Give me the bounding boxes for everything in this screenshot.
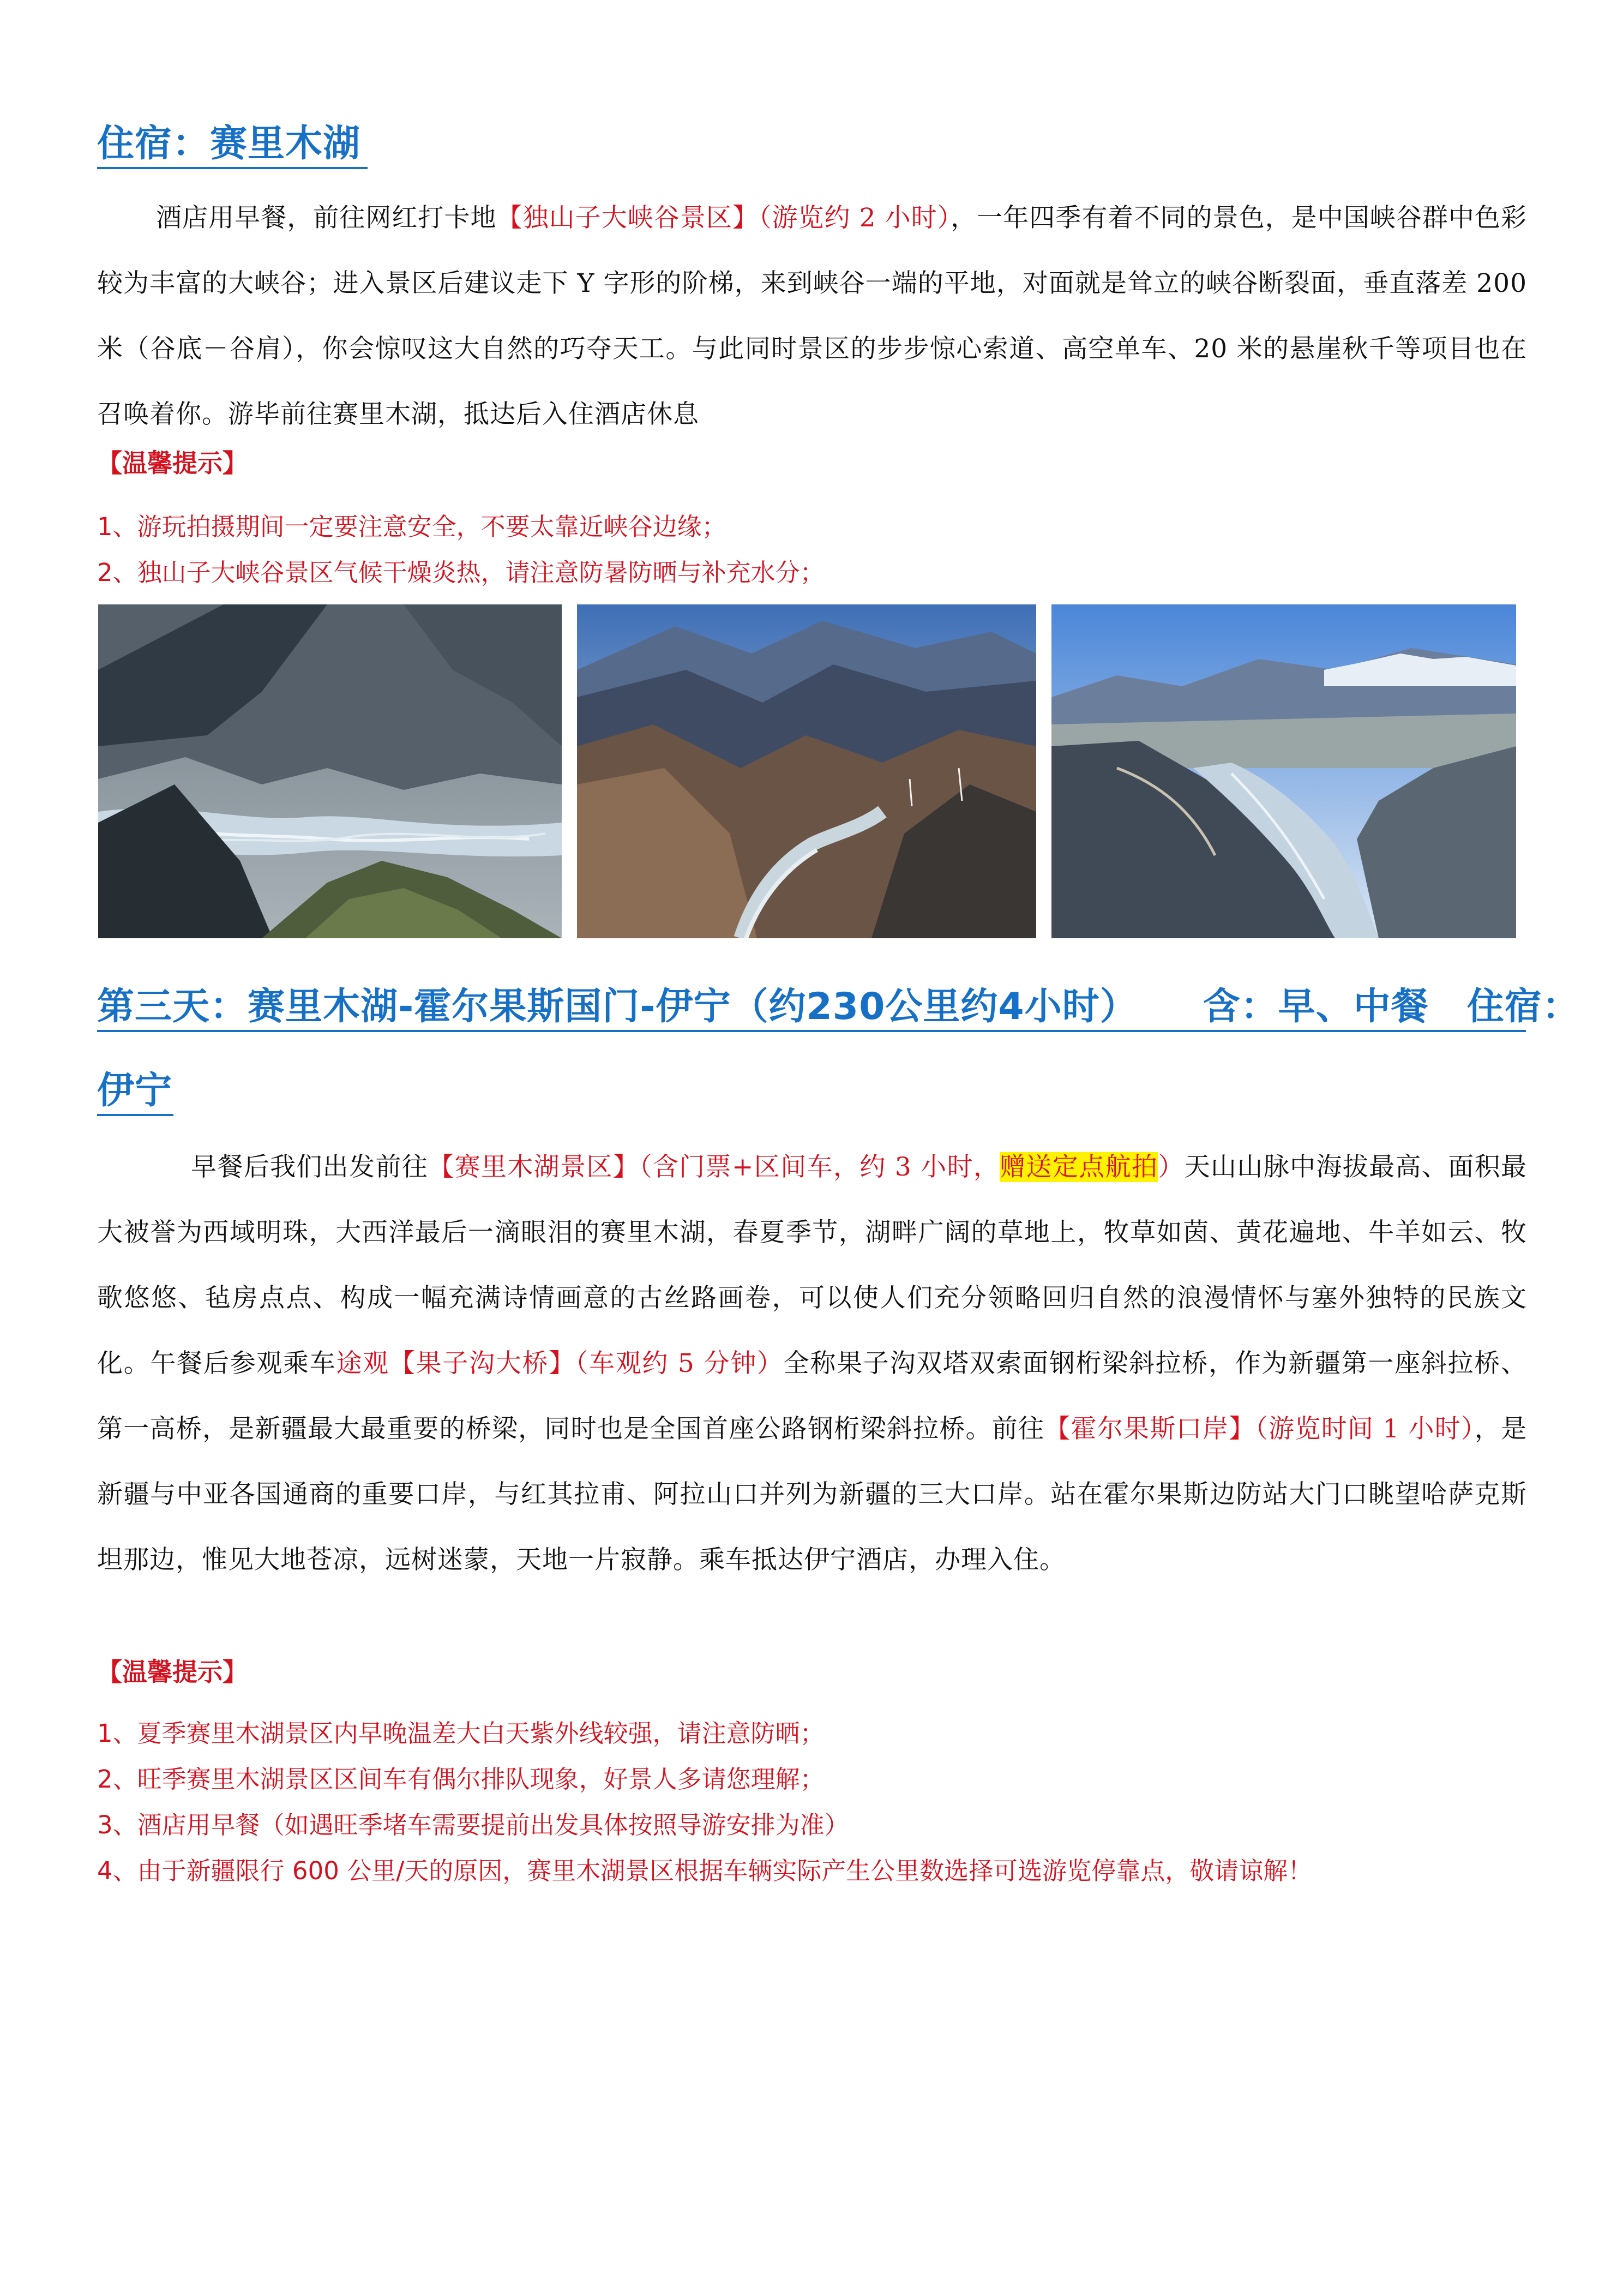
tips-list [97, 1711, 1312, 1894]
description-text: ，一年四季有着不同的景色，是中国峡谷群中色彩较为丰富的大峡谷；进入景区后建议走下 Y 字形的阶梯，来到峡谷一端的平地，对面就是耸立的峡谷断裂面，垂直落差 200 米（谷底－谷肩），你会惊叹这大自然的巧夺天工。与此同时景区的步步惊心索道、高空单车、20 米的悬崖秋千等项目也在召唤着你。游毕前往赛里木湖，抵达后入住酒店休息 [97, 203, 1527, 429]
heading-underline [97, 1114, 173, 1116]
attraction-sayram-lake: 【赛里木湖景区】（含门票+区间车，约 3 小时， [428, 1152, 1000, 1182]
tips-heading: 【温馨提示】 [97, 1657, 248, 1687]
tip-item: 2、独山子大峡谷景区气候干燥炎热，请注意防暑防晒与补充水分； [97, 558, 825, 587]
description-text: 天山山脉中海拔最高、面积最大被誉为西域明珠，大西洋最后一滴眼泪的赛里木湖，春夏季节，湖畔广阔的草地上，牧草如茵、黄花遍地、牛羊如云、牧歌悠悠、毡房点点、构成一幅充满诗情画意的古丝路画卷，可以使人们充分领略回归自然的浪漫情怀与塞外独特的民族文化。午餐后参观乘车 [97, 1152, 1527, 1378]
attraction-duzishan-canyon: 【独山子大峡谷景区】（游览约 2 小时） [496, 203, 951, 233]
day3-heading [97, 985, 1580, 1028]
day3-meals: 含：早、中餐 [1203, 985, 1429, 1028]
description-text: 早餐后我们出发前往 [191, 1152, 429, 1182]
canyon-plateau-photo [1051, 604, 1516, 938]
tip-item: 1、游玩拍摄期间一定要注意安全，不要太靠近峡谷边缘； [97, 512, 726, 541]
heading-underline [97, 167, 368, 169]
canyon-river-photo [98, 604, 562, 938]
lodging-heading: 住宿：赛里木湖 [97, 122, 361, 165]
tips-heading: 【温馨提示】 [97, 448, 248, 478]
tips-list [97, 504, 825, 596]
description-text: 全称果子沟双塔双索面钢桁梁斜拉桥，作为新疆第一座斜拉桥、第一高桥，是新疆最大最重要的桥梁，同时也是全国首座公路钢桁梁斜拉桥。前往 [97, 1348, 1527, 1444]
tip-item: 4、由于新疆限行 600 公里/天的原因，赛里木湖景区根据车辆实际产生公里数选择可选游览停靠点，敬请谅解！ [97, 1856, 1313, 1885]
attraction-sayram-lake-close: ） [1158, 1152, 1185, 1182]
description-text: 酒店用早餐，前往网红打卡地 [156, 203, 497, 233]
attraction-khorgos-port: 【霍尔果斯口岸】（游览时间 1 小时） [1044, 1414, 1475, 1444]
tip-item: 2、旺季赛里木湖景区区间车有偶尔排队现象，好景人多请您理解； [97, 1765, 825, 1794]
tip-item: 3、酒店用早餐（如遇旺季堵车需要提前出发具体按照导游安排为准） [97, 1811, 849, 1839]
free-aerial-photo-badge: 赠送定点航拍 [1000, 1152, 1158, 1182]
tip-item: 1、夏季赛里木湖景区内早晚温差大白天紫外线较强，请注意防晒； [97, 1719, 825, 1748]
heading-underline [97, 1030, 1526, 1032]
mountain-gorge-photo [577, 604, 1036, 938]
day3-route: 第三天：赛里木湖-霍尔果斯国门-伊宁（约230公里约4小时） [97, 985, 1138, 1028]
day3-description [97, 1135, 1527, 1593]
day2-description [97, 185, 1527, 447]
day3-lodging-label: 住宿： [1466, 985, 1580, 1028]
description-text: ，是新疆与中亚各国通商的重要口岸，与红其拉甫、阿拉山口并列为新疆的三大口岸。站在霍尔果斯边防站大门口眺望哈萨克斯坦那边，惟见大地苍凉，远树迷蒙，天地一片寂静。乘车抵达伊宁酒店，办理入住。 [97, 1414, 1527, 1575]
attraction-guozigou-bridge: 途观【果子沟大桥】（车观约 5 分钟） [336, 1348, 784, 1378]
day3-lodging-city: 伊宁 [97, 1069, 173, 1112]
